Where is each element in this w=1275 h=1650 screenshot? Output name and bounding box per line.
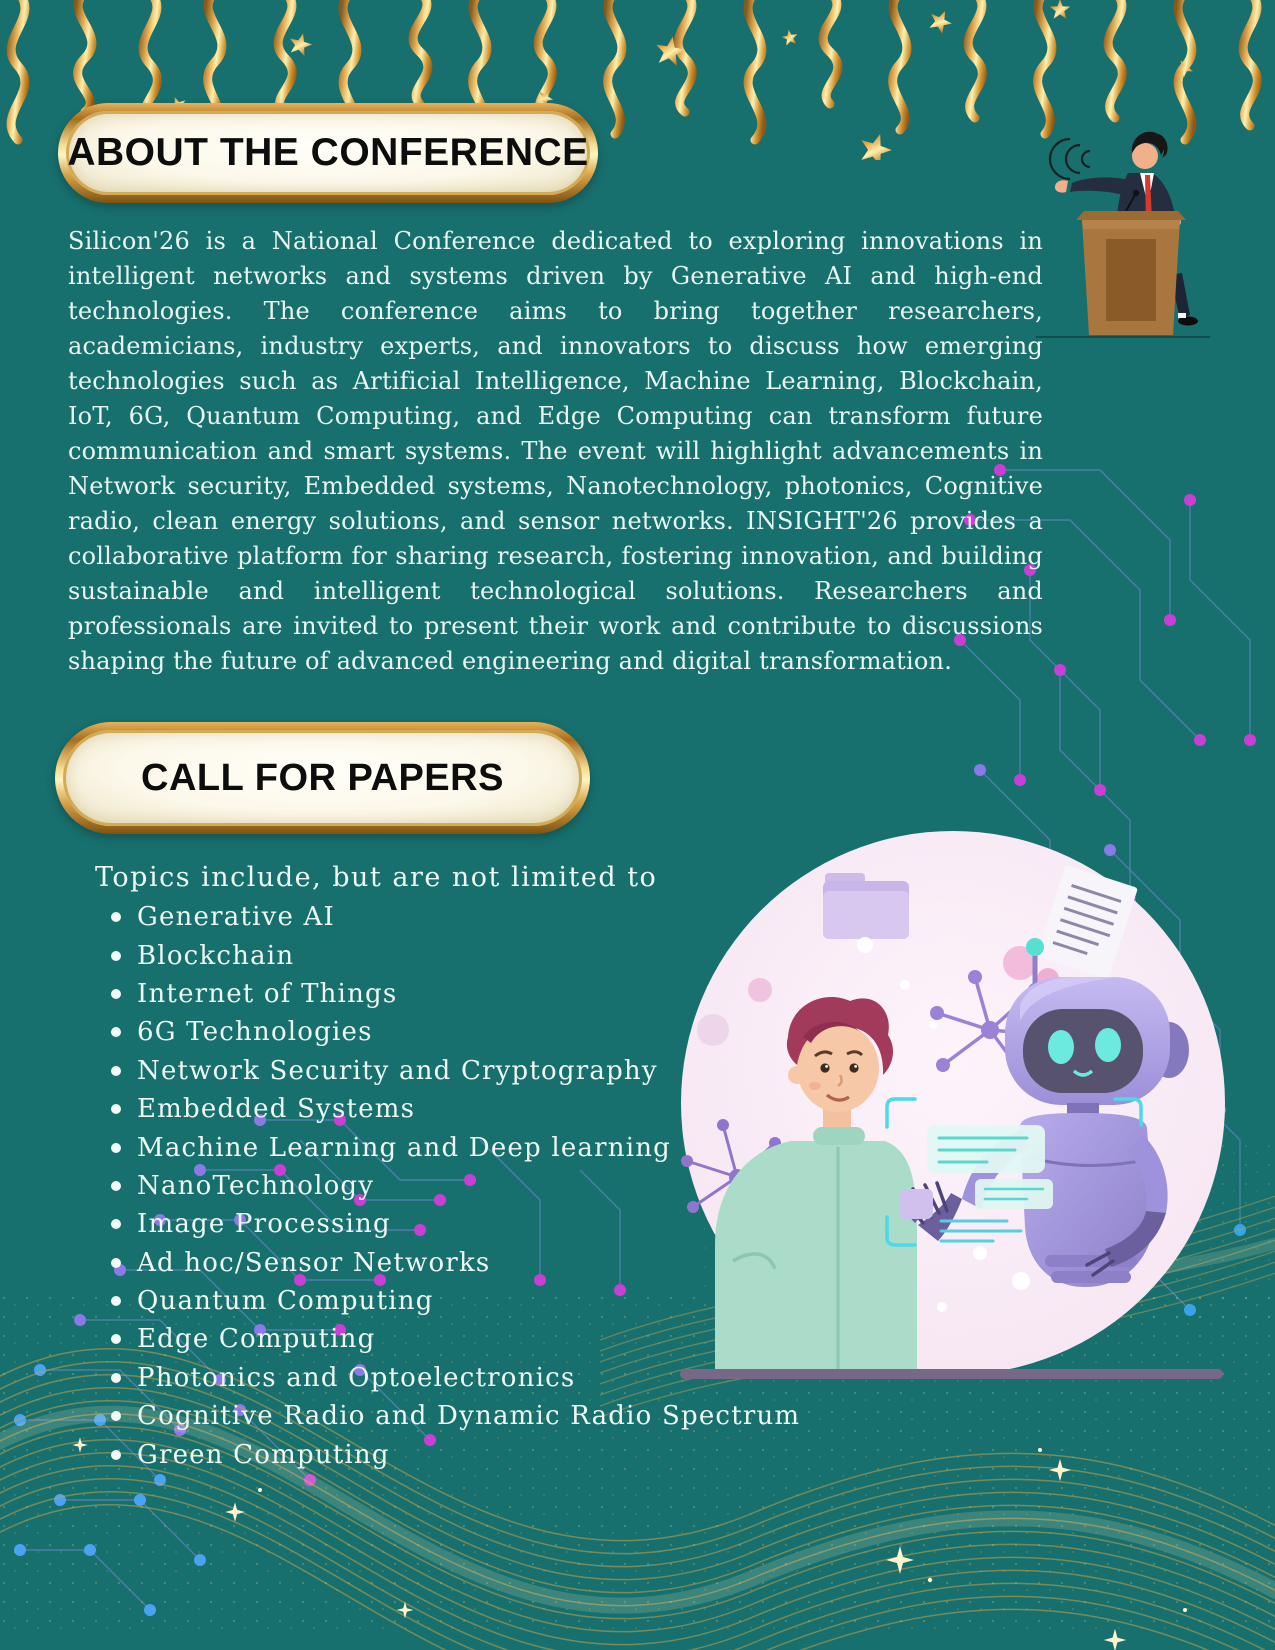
topic-label: Edge Computing — [137, 1324, 376, 1355]
topic-label: Embedded Systems — [137, 1094, 416, 1125]
topic-label: Image Processing — [137, 1209, 391, 1240]
topic-label: Cognitive Radio and Dynamic Radio Spectrum — [137, 1401, 801, 1432]
about-conference-badge-label: ABOUT THE CONFERENCE — [67, 131, 589, 174]
bullet-icon — [95, 912, 137, 922]
human-robot-illustration — [675, 825, 1235, 1385]
call-for-papers-badge — [55, 722, 590, 834]
topic-label: Green Computing — [137, 1439, 390, 1470]
topic-label: Blockchain — [137, 940, 295, 971]
topics-intro-text: Topics include, but are not limited to — [95, 862, 658, 893]
topic-label: 6G Technologies — [137, 1017, 373, 1048]
bullet-icon — [95, 1450, 137, 1460]
about-conference-badge — [58, 103, 598, 203]
bullet-icon — [95, 1104, 137, 1114]
topic-label: Ad hoc/Sensor Networks — [137, 1247, 491, 1278]
topic-item — [95, 1397, 815, 1435]
bullet-icon — [95, 1066, 137, 1076]
about-conference-paragraph: Silicon'26 is a National Conference dedicated to exploring innovations in intelligent networks and systems driven by Generative AI and high-end technologies. The conference aims to bring together researchers, academicians, industry experts, and innovators to discuss how emerging technologies such as Artificial Intelligence, Machine Learning, Blockchain, IoT, 6G, Quantum Computing, and Edge Computing can transform future communication and smart systems. The event will highlight advancements in Network security, Embedded systems, Nanotechnology, photonics, Cognitive radio, clean energy solutions, and sensor networks. INSIGHT'26 provides a collaborative platform for sharing research, fostering innovation, and building sustainable and intelligent technological solutions. Researchers and professionals are invited to present their work and contribute to discussions shaping the future of advanced engineering and digital transformation. — [68, 227, 1043, 675]
speaker-podium-illustration — [1028, 125, 1218, 340]
podium — [1076, 190, 1186, 335]
folder-icon — [823, 873, 909, 939]
topic-label: Generative AI — [137, 902, 335, 933]
call-for-papers-badge-label: CALL FOR PAPERS — [141, 756, 504, 799]
bullet-icon — [95, 1027, 137, 1037]
bullet-icon — [95, 1143, 137, 1153]
table-ledge — [680, 1369, 1223, 1379]
bullet-icon — [95, 1296, 137, 1306]
topic-label: Internet of Things — [137, 978, 398, 1009]
topic-label: Network Security and Cryptography — [137, 1055, 658, 1086]
topic-label: Photonics and Optoelectronics — [137, 1362, 576, 1393]
topic-label: NanoTechnology — [137, 1170, 375, 1201]
bullet-icon — [95, 989, 137, 999]
topic-label: Machine Learning and Deep learning — [137, 1132, 672, 1163]
topic-label: Quantum Computing — [137, 1286, 434, 1317]
bullet-icon — [95, 951, 137, 961]
topic-item — [95, 1435, 815, 1473]
bullet-icon — [95, 1411, 137, 1421]
bullet-icon — [95, 1334, 137, 1344]
bullet-icon — [95, 1181, 137, 1191]
bullet-icon — [95, 1258, 137, 1268]
bullet-icon — [95, 1219, 137, 1229]
bullet-icon — [95, 1373, 137, 1383]
